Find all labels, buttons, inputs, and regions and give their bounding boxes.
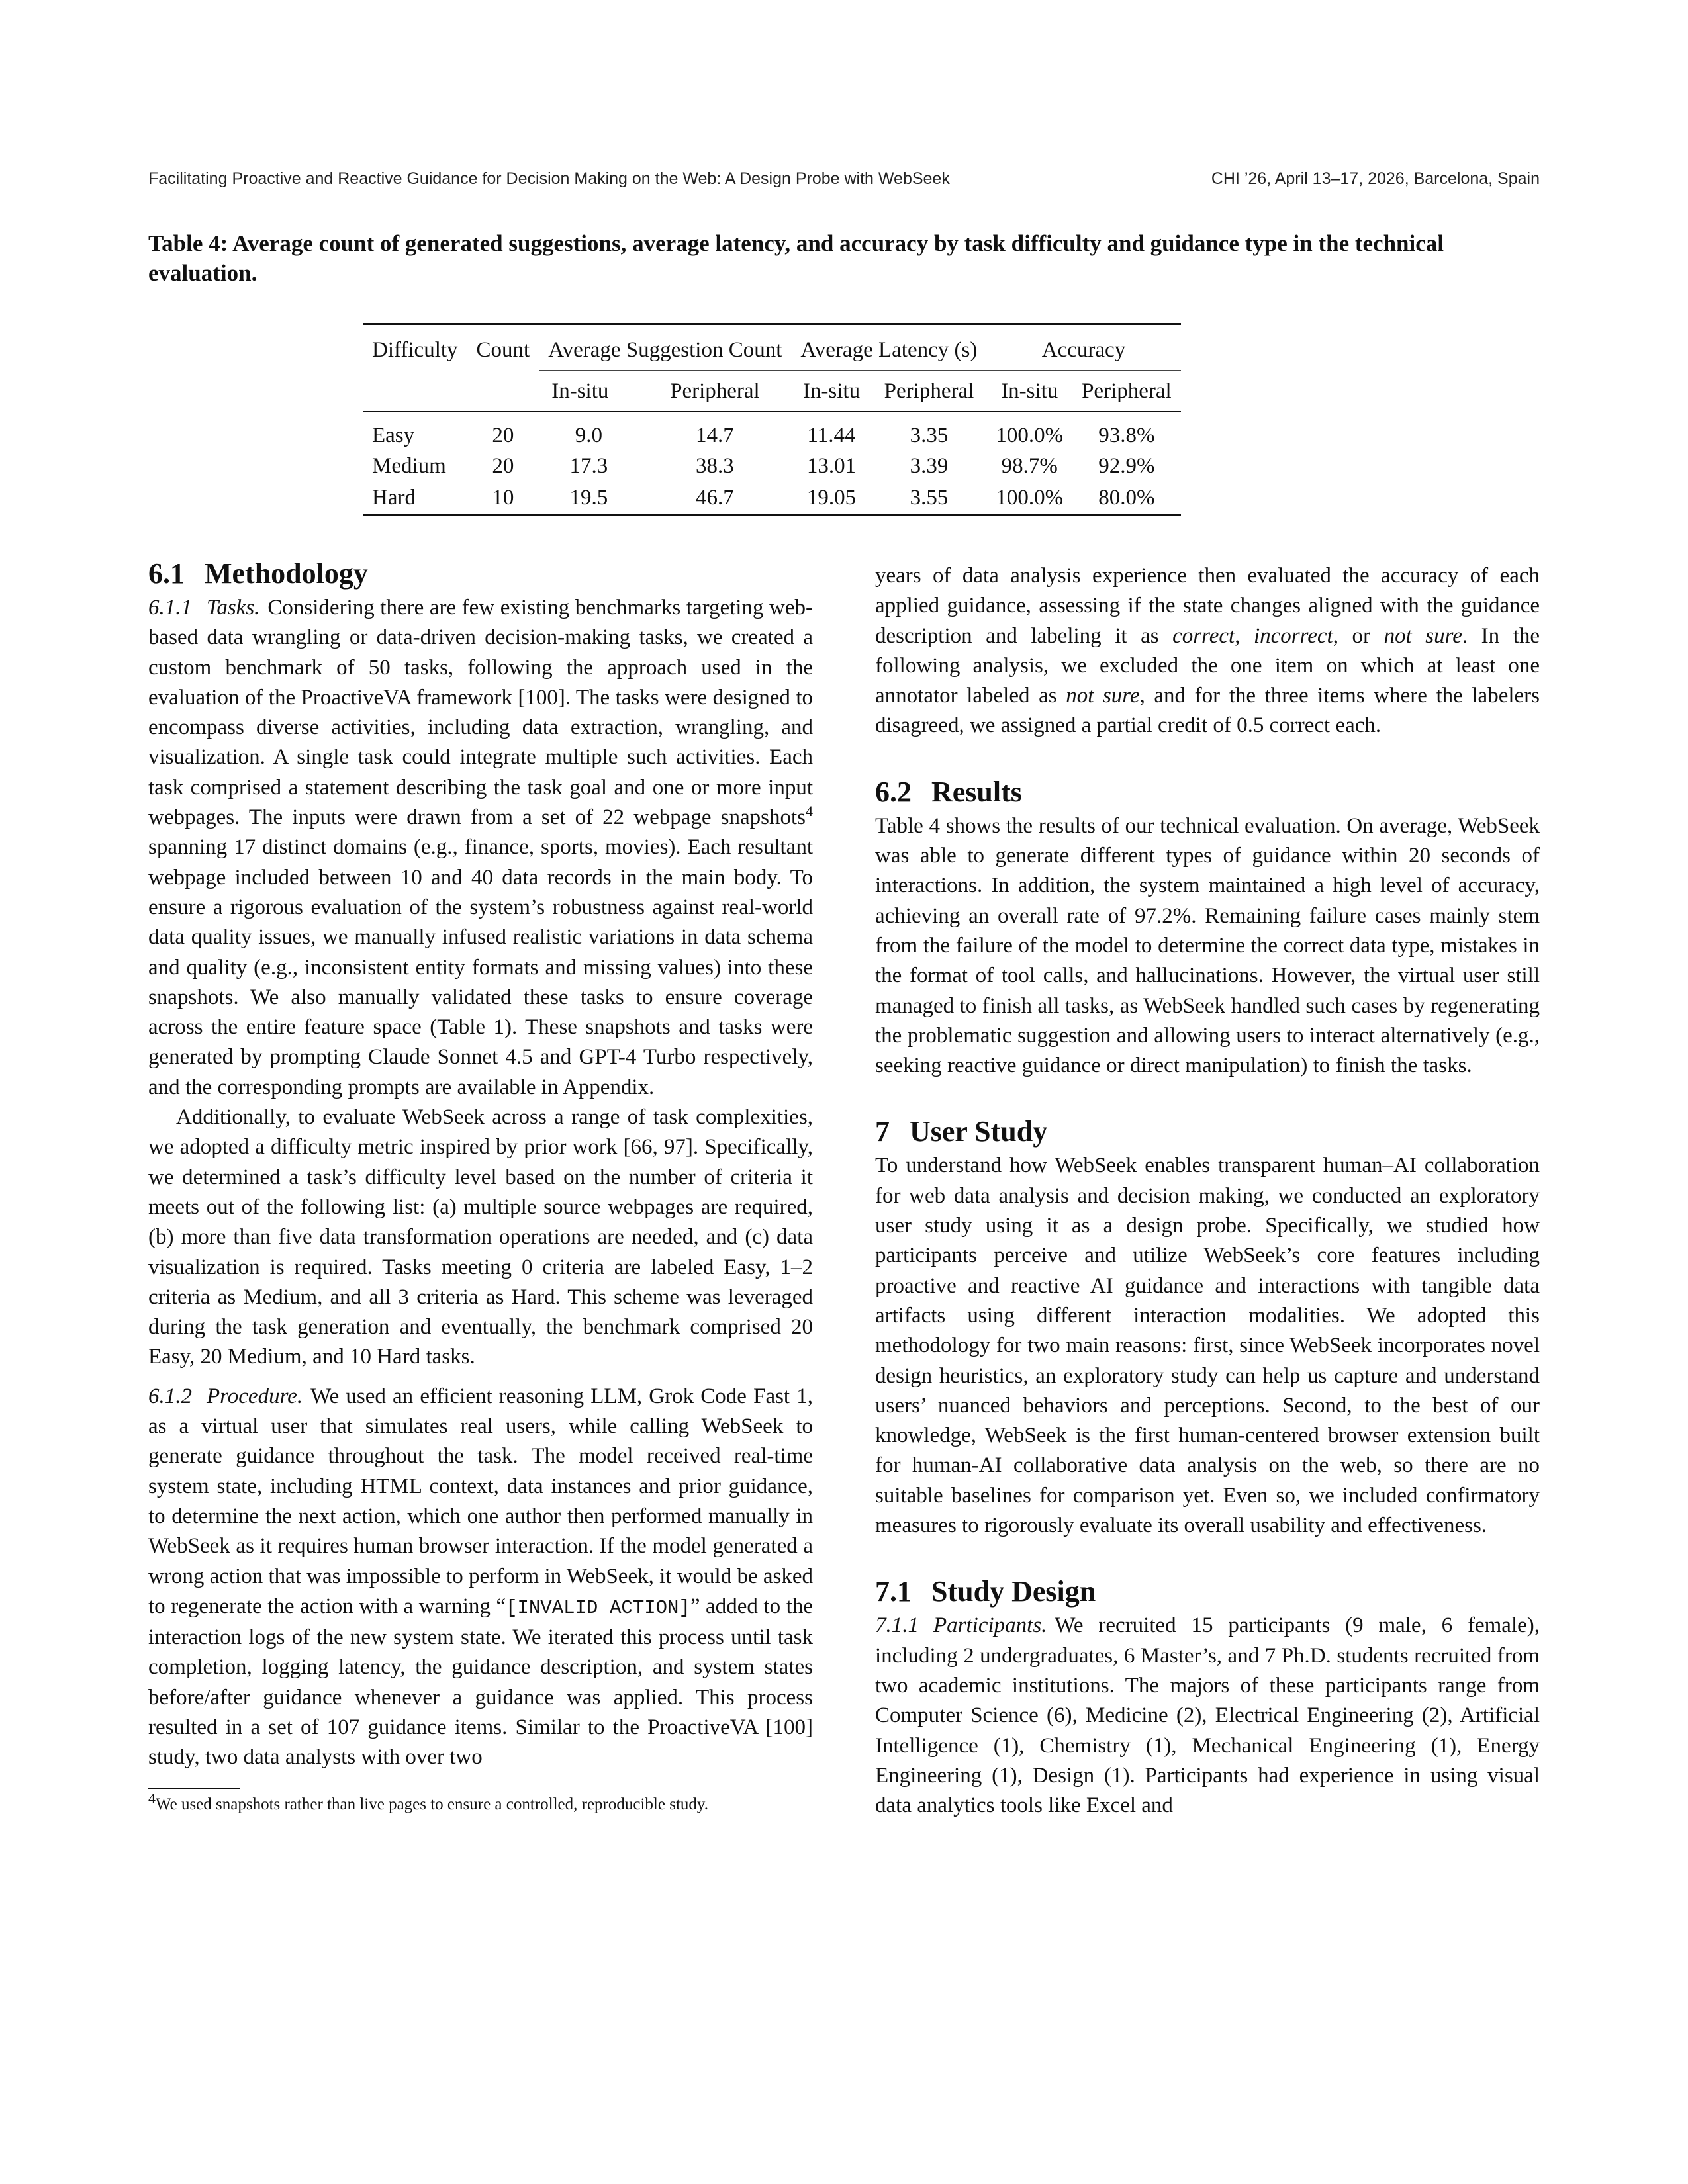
footnote-marker: 4 (806, 803, 813, 820)
table-caption: Table 4: Average count of generated suggestions, average latency, and accuracy by task difficulty and guidance type in the technical evaluation. (148, 230, 1444, 286)
table-row (363, 451, 1181, 481)
right-column (875, 561, 1540, 1821)
cell-acc-insitu: 100.0% (986, 481, 1072, 516)
cell-acc-peripheral: 92.9% (1098, 453, 1155, 478)
th-accuracy: Accuracy (986, 324, 1180, 371)
paragraph-annotation: years of data analysis experience then evaluated the accuracy of each applied guidance, assessing if the state changes aligned with the guidance description and labeling it as correct, incorrect, or not sure. In the following analysis, we excluded the one item on which at least one annotator labeled as not sure, and for the three items where the labelers disagreed, we assigned a partial credit of 0.5 correct each. (875, 564, 1540, 738)
subsection-6-1-1: 6.1.1 Tasks. (148, 596, 260, 619)
cell-count: 20 (492, 453, 514, 478)
cell-sugg-peripheral: 38.3 (696, 453, 734, 478)
header-venue: CHI ’26, April 13–17, 2026, Barcelona, Spain (1211, 169, 1540, 188)
th-sugg-insitu: In-situ (539, 371, 638, 412)
cell-lat-insitu: 19.05 (791, 481, 871, 516)
cell-acc-peripheral: 80.0% (1072, 481, 1181, 516)
th-avg-suggestion: Average Suggestion Count (539, 324, 791, 371)
th-acc-peripheral: Peripheral (1072, 371, 1181, 412)
th-count: Count (467, 324, 539, 371)
table-row (363, 412, 1181, 451)
section-heading-7: 7 User Study (875, 1115, 1048, 1148)
th-sugg-peripheral: Peripheral (638, 371, 791, 412)
results-table (363, 323, 1181, 516)
cell-difficulty: Medium (372, 453, 446, 478)
cell-count: 10 (467, 481, 539, 516)
cell-acc-insitu: 98.7% (1001, 453, 1058, 478)
cell-count: 20 (492, 423, 514, 447)
paragraph-results: Table 4 shows the results of our technical evaluation. On average, WebSeek was able to generate different types of guidance within 20 seconds of interactions. In addition, the system maintained a high level of accuracy, achieving an overall rate of 97.2%. Remaining failure cases mainly stem from the failure of the model to determine the correct data type, mistakes in the format of tool calls, and hallucinations. However, the virtual user still managed to finish all tasks, as WebSeek handled such cases by regenerating the problematic suggestion and allowing users to interact alternatively (e.g., seeking reactive guidance or direct manipulation) to finish the tasks. (875, 813, 1540, 1078)
cell-difficulty: Hard (363, 481, 467, 516)
cell-lat-peripheral: 3.55 (872, 481, 987, 516)
th-acc-insitu: In-situ (986, 371, 1072, 412)
footnote: $^4$We used snapshots rather than live pages to ensure a controlled, reproducible study. (148, 1790, 709, 1813)
paragraph-procedure: 6.1.2 Procedure. We used an efficient reasoning LLM, Grok Code Fast 1, as a virtual user that simulates real users, while calling WebSeek to generate guidance throughout the task. The model received real-time system state, including HTML context, data instances and prior guidance, to determine the next action, which one author then performed manually in WebSeek as it requires human browser interaction. If the model generated a wrong action that was impossible to perform in WebSeek, it would be asked to regenerate the action with a warning “[INVALID ACTION]” added to the interaction logs of the new system state. We iterated this process until task completion, logging latency, the guidance description, and system states before/after guidance whenever a guidance was applied. This process resulted in a set of 107 guidance items. Similar to the ProactiveVA [100] study, two data analysts with over two (148, 1384, 813, 1770)
cell-acc-peripheral: 93.8% (1098, 423, 1155, 447)
section-heading-6-2: 6.2 Results (875, 775, 1022, 808)
cell-sugg-insitu: 19.5 (539, 481, 638, 516)
th-lat-peripheral: Peripheral (872, 371, 987, 412)
cell-sugg-peripheral: 14.7 (696, 423, 734, 447)
cell-lat-insitu: 11.44 (807, 423, 856, 447)
paragraph-participants: 7.1.1 Participants. We recruited 15 participants (9 male, 6 female), including 2 undergraduates, 6 Master’s, and 7 Ph.D. students recruited from two academic institutions. The majors of these participants range from Computer Science (6), Medicine (2), Electrical Engineering (2), Artificial Intelligence (1), Chemistry (1), Mechanical Engineering (1), Energy Engineering (1), Design (1). Participants had experience in using visual data analytics tools like Excel and (875, 1614, 1540, 1818)
subsection-7-1-1: 7.1.1 Participants. (875, 1614, 1047, 1638)
left-column (148, 555, 813, 1817)
paragraph-difficulty: Additionally, to evaluate WebSeek across a range of task complexities, we adopted a difficulty metric inspired by prior work [66, 97]. Specifically, we determined a task’s difficulty level based on the number of criteria it meets out of the following list: (a) multiple source webpages are required, (b) more than five data transformation operations are needed, and (c) data visualization is required. Tasks meeting 0 criteria are labeled Easy, 1–2 criteria as Medium, and all 3 criteria as Hard. This scheme was leveraged during the task generation and eventually, the benchmark comprised 20 Easy, 20 Medium, and 10 Hard tasks. (148, 1105, 813, 1369)
cell-sugg-insitu: 9.0 (575, 423, 602, 447)
cell-lat-insitu: 13.01 (806, 453, 857, 478)
th-difficulty: Difficulty (363, 324, 467, 371)
section-heading-6-1: 6.1 Methodology (148, 557, 368, 590)
cell-sugg-insitu: 17.3 (569, 453, 608, 478)
cell-lat-peripheral: 3.35 (910, 423, 949, 447)
section-heading-7-1: 7.1 Study Design (875, 1575, 1096, 1608)
header-title: Facilitating Proactive and Reactive Guidance for Decision Making on the Web: A Design Probe with WebSeek (148, 169, 950, 188)
table-row (363, 481, 1181, 516)
cell-lat-peripheral: 3.39 (910, 453, 949, 478)
invalid-action-code: [INVALID ACTION] (506, 1596, 690, 1619)
running-header (148, 169, 1540, 189)
cell-difficulty: Easy (372, 423, 415, 447)
paragraph-user-study: To understand how WebSeek enables transparent human–AI collaboration for web data analysis and decision making, we conducted an exploratory user study using it as a design probe. Specifically, we studied how participants perceive and utilize WebSeek’s core features including proactive and reactive AI guidance and interactions with tangible data artifacts using different interaction modalities. We adopted this methodology for two main reasons: first, since WebSeek incorporates novel design heuristics, an exploratory study can help us capture and understand users’ nuanced behaviors and perceptions. Second, to the best of our knowledge, WebSeek is the first human-centered browser extension built for human-AI collaborative data analysis on the web, so there are no suitable baselines for comparison yet. Even so, we included confirmatory measures to rigorously evaluate its overall usability and effectiveness. (875, 1154, 1540, 1538)
footnote-rule (148, 1788, 240, 1789)
cell-acc-insitu: 100.0% (996, 423, 1064, 447)
th-avg-latency: Average Latency (s) (791, 324, 986, 371)
cell-sugg-peripheral: 46.7 (638, 481, 791, 516)
table-header-row (363, 324, 1181, 371)
table-subheader-row (363, 371, 1181, 412)
subsection-6-1-2: 6.1.2 Procedure. (148, 1384, 303, 1408)
th-lat-insitu: In-situ (791, 371, 871, 412)
paragraph-tasks: 6.1.1 Tasks. Considering there are few existing benchmarks targeting web-based data wrangling or data-driven decision-making tasks, we created a custom benchmark of 50 tasks, following the approach used in the evaluation of the ProactiveVA framework [100]. The tasks were designed to encompass diverse activities, including data extraction, wrangling, and visualization. A single task could integrate multiple such activities. Each task comprised a statement describing the task goal and one or more input webpages. The inputs were drawn from a set of 22 webpage snapshots$^4$ spanning 17 distinct domains (e.g., finance, sports, movies). Each resultant webpage included between 10 and 40 data records in the main body. To ensure a rigorous evaluation of the system’s robustness against real-world data quality issues, we manually infused realistic variations in data schema and quality (e.g., inconsistent entity formats and missing values) into these snapshots. We also manually validated these tasks to ensure coverage across the entire feature space (Table 1). These snapshots and tasks were generated by prompting Claude Sonnet 4.5 and GPT-4 Turbo respectively, and the corresponding prompts are available in Appendix. (148, 596, 813, 1099)
